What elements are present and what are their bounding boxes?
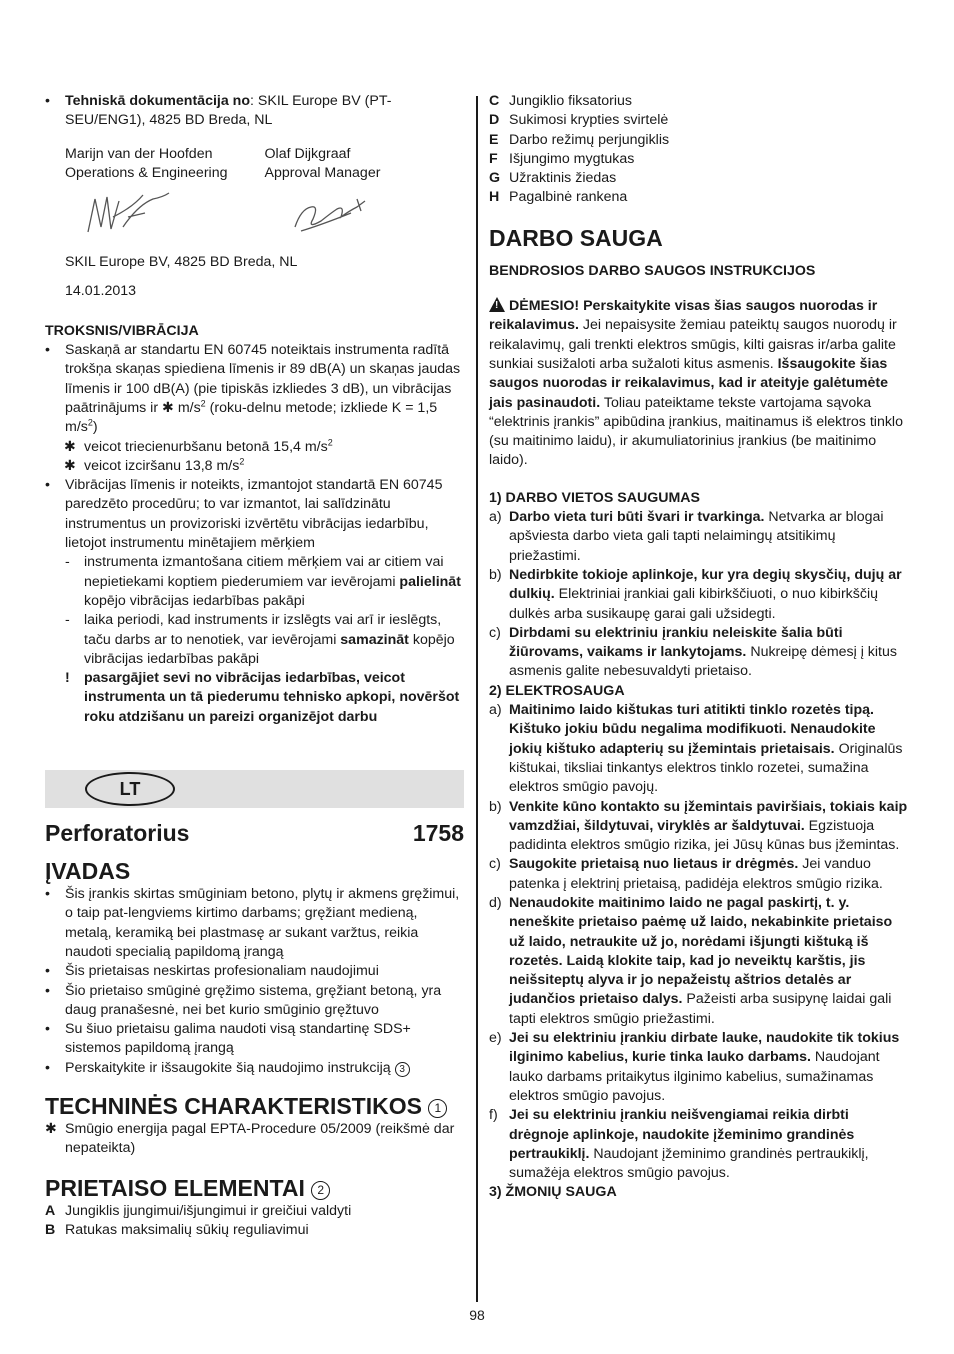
signatures [65,183,464,253]
element-key: H [489,189,500,206]
item-bold: Dirbdami su elektriniu įrankiu neleiskite šalia būti žiūrovams, vaikams ir lankytojams. [509,624,843,661]
item-key: b) [489,798,502,815]
noise-heading: TROKSNIS/VIBRĀCIJA [45,322,199,339]
safety-item [489,894,910,1029]
specs-heading [45,1092,464,1120]
sup-2: 2 [239,456,245,467]
sup-2: 2 [200,398,206,409]
signers [65,145,464,184]
intro-heading: ĮVADAS [45,858,131,885]
noise-item-2: • Vibrācijas līmenis ir noteikts, izmantojot standartā EN 60745 paredzēto procedūru; to var izmantot, lai salīdzinātu instrumentus un provizoriski izvērtētu vibrācijas iedarbību, lietojot instrumentu minētajiem mērķiem [45,476,464,553]
element-item [489,111,910,130]
signer-2 [265,145,465,184]
noise-warning: ! pasargājiet sevi no vibrācijas iedarbības, veicot instrumenta un tā piederumu tehnisko apkopi, novēršot roku atdzišanu un pareizi organizējot darbu [65,670,460,725]
signer-1 [65,145,265,184]
signer-name: Olaf Dijkgraaf [264,145,351,162]
element-key: F [489,150,498,167]
safety-item [489,1106,910,1183]
element-item [45,1221,464,1240]
noise-text: veicot izciršanu 13,8 m/s [84,457,240,474]
language-badge: LT [85,772,175,806]
safety-item [489,508,910,566]
company-address: SKIL Europe BV, 4825 BD Breda, NL [65,254,298,271]
item-bold: Nenaudokite maitinimo laido ne pagal paskirtį, t. y. neneškite prietaiso paėmę už laido, nekabinkite prietaiso už laido, netraukite už jo, norėdami išjungti kištuką iš rozetės. Laidą klokite taip, kad jo neveiktų karštis, jis neišsiteptų alyva ir jo nepažeistų aštrios detalės ar judančios prietaiso dalys. [509,894,893,1008]
sup-2: 2 [87,417,93,428]
page-number: 98 [469,1307,485,1323]
intro-item: • Su šiuo prietaisu galima naudoti visą standartinę SDS+ sistemos papildomą įrangą [45,1020,464,1059]
tech-doc-item [45,92,464,131]
element-item [489,131,910,150]
item-bold: Jei su elektriniu įrankiu dirbate lauke, naudokite tik tokius ilginimo kabelius, kurie tinka lauko darbams. [509,1030,900,1066]
element-value: Jungiklis įjungimui/išjungimui ir greičiui valdyti [65,1202,352,1219]
noise-text: instrumenta izmantošana citiem mērķiem vai ar citiem vai nepietiekami koptiem piederumiem var ievērojami [84,554,444,590]
item-key: a) [489,702,502,719]
item-key: c) [489,624,501,641]
element-value: Ratukas maksimalių sūkių reguliavimui [65,1221,309,1238]
item-text: Pažeisti arba susipynę laidai gali tapti elektros smūgio priežastimi. [509,991,892,1027]
noise-item-1 [45,341,464,437]
intro-item: • Šio prietaiso smūginė gręžimo sistema, gręžiant betoną, yra daug pranašesnė, nei bet kurio smūginio gręžtuvo [45,982,464,1021]
specs-note [45,1120,464,1159]
item-key: b) [489,566,502,583]
intro-text: Perskaitykite ir išsaugokite šią naudojimo instrukciją [65,1059,391,1076]
safety-heading: DARBO SAUGA [489,224,663,251]
element-item [489,92,910,111]
figure-ref: 1 [428,1099,447,1118]
product-name: Perforatorius [45,820,190,847]
figure-ref: 3 [395,1062,410,1077]
noise-text: kopējo vibrācijas iedarbības pakāpi [84,592,305,609]
specs-heading-text: TECHNINĖS CHARAKTERISTIKOS [45,1092,422,1119]
item-key: e) [489,1030,502,1047]
noise-text: Saskaņā ar standartu EN 60745 noteiktais instrumenta radītā trokšņa skaņas spiediena līmenis ir 89 dB(A) un skaņas jaudas līmenis ir 100 dB(A) (pie tipiskās izkliedes 3 dB), un vibrācijas paātrinājums ir ✱ m/s [65,342,461,416]
star-mark: ✱ [45,1120,57,1137]
column-divider [476,96,478,1302]
noise-text: kopējo vibrācijas iedarbības pakāpi [84,631,455,667]
signer-title: Operations & Engineering [65,164,228,181]
element-key: G [489,170,501,187]
item-text: Netvarka ar blogai apšviesta darbo vieta gali tapti nelaimingų atsitikimų priežastimi. [509,509,884,564]
warning-text: Toliau pateiktame tekste vartojama sąvoka “elektrinis įrankis” apibūdina įrankius, maitinamus iš elektros tinklo (su maitinimo laidu), ir akumuliatorinius įrankius (be maitinimo laido). [489,394,903,469]
section-1-heading: 1) DARBO VIETOS SAUGUMAS [489,489,700,506]
star-mark: ✱ [64,457,76,474]
noise-bold: samazināt [340,631,409,648]
star-mark: ✱ [64,438,76,455]
noise-dash-1: - instrumenta izmantošana citiem mērķiem vai ar citiem vai nepietiekami koptiem piederumiem var ievērojami palielināt kopējo vibrācijas iedarbības pakāpi [65,554,461,609]
item-bold: Saugokite prietaisą nuo lietaus ir drėgmės. [509,856,799,873]
warning-paragraph [489,297,910,471]
element-item [489,169,910,188]
element-key: C [489,93,500,109]
date: 14.01.2013 [65,283,137,300]
right-column [489,92,910,1203]
element-key: B [45,1221,56,1238]
element-value: Išjungimo mygtukas [509,150,635,167]
figure-ref: 2 [311,1181,330,1200]
intro-item: • Šis prietaisas neskirtas profesionaliam naudojimui [45,962,464,981]
item-bold: Darbo vieta turi būti švari ir tvarkinga. [509,509,765,526]
noise-text: veicot triecienurbšanu betonā 15,4 m/s [84,438,328,455]
signer-name: Marijn van der Hoofden [65,145,213,162]
element-value: Užraktinis žiedas [509,170,617,187]
item-bold: Maitinimo laido kištukas turi atitikti tinklo rozetės tipą. Kištuko jokiu būdu negalima modifikuoti. Nenaudokite jokių kištuko adapterių su įžemintais prietaisais. [509,702,876,757]
signature-2 [291,191,371,241]
warning-text: Jei nepaisysite žemiau pateiktų saugos nuorodų ir reikalavimų, gali trenkti elektros smūgis, kilti gaisras ir/arba galite sunkiai susižaloti arba sužaloti kitus asmenis. [489,317,897,372]
item-text: Nukreipę dėmesį į kitus asmenis galite nebesuvaldyti prietaiso. [509,644,897,680]
noise-star-1 [45,438,464,457]
noise-text: laika periodi, kad instruments ir izslēgts vai arī ir ieslēgts, taču darbs ar to nenotiek, var ievērojami [84,612,442,648]
tech-doc-label: Tehniskā dokumentācija no [65,93,251,109]
noise-bold: palielināt [399,573,461,590]
elements-heading-text: PRIETAISO ELEMENTAI [45,1174,305,1201]
element-value: Darbo režimų perjungiklis [509,131,670,148]
sup-2: 2 [327,436,333,447]
element-item [489,188,910,207]
element-value: Sukimosi krypties svirtelė [509,112,669,129]
warning-bold: Išsaugokite šias saugos nuorodas ir reikalavimus, kad ir ateityje galėtumėte jais pasinaudoti. [489,355,888,411]
intro-item [45,1059,464,1078]
noise-text: ) [92,419,98,436]
signature-1 [83,187,173,247]
element-key: D [489,112,500,129]
item-bold: Nedirbkite tokioje aplinkoje, kur yra degių skysčių, dujų ar dulkių. [509,566,902,603]
item-key: d) [489,894,502,911]
product-title-row [45,819,464,847]
safety-item [489,566,910,624]
product-code: 1758 [412,820,464,847]
safety-item [489,701,910,797]
element-item [489,150,910,169]
specs-note-text: Smūgio energija pagal EPTA-Procedure 05/2009 (reikšmė dar nepateikta) [65,1120,455,1157]
left-column [45,92,464,1240]
element-item [45,1202,464,1221]
elements-heading [45,1174,464,1202]
general-safety-heading: BENDROSIOS DARBO SAUGOS INSTRUKCIJOS [489,262,816,279]
safety-item [489,855,910,894]
item-key: c) [489,856,501,873]
item-key: a) [489,509,502,526]
safety-item [489,624,910,682]
section-2-heading: 2) ELEKTROSAUGA [489,682,625,699]
item-bold: Venkite kūno kontakto su įžemintais paviršiais, tokiais kaip vamzdžiai, šildytuvai, viryklės ar šaldytuvai. [509,798,908,834]
warning-icon: ! [489,297,505,312]
signer-title: Approval Manager [264,164,381,181]
item-text: Naudojant įžeminimo grandinės pertraukiklį, sumažėja elektros smūgio pavojus. [509,1145,869,1182]
element-key: A [45,1202,56,1219]
safety-item [489,1029,910,1106]
item-text: Jei vanduo patenka į elektrinį prietaisą, padidėja elektros smūgio rizika. [509,856,883,892]
tech-doc-text: : SKIL Europe BV (PT-SEU/ENG1), 4825 BD Breda, NL [65,93,392,129]
section-3-heading: 3) ŽMONIŲ SAUGA [489,1184,617,1201]
noise-star-2 [45,457,464,476]
item-bold: Jei su elektriniu įrankiu neišvengiamai reikia dirbti drėgnoje aplinkoje, naudokite įžeminimo grandinės pertraukiklį. [509,1107,855,1162]
item-text: Originalūs kištukai, tiksliai tinkantys elektros tinklo rozetei, sumažina elektros smūgio pavojų. [509,740,903,796]
element-value: Jungiklio fiksatorius [509,93,633,109]
intro-item: • Šis įrankis skirtas smūginiam betono, plytų ir akmens gręžimui, o taip pat-lengviems kirtimo darbams; gręžiant medieną, metalą, keramiką bei plastmasę ar sukant varžtus, reikia naudoti specialią papildomą įrangą [45,885,464,962]
language-bar [45,770,464,808]
item-text: Naudojant lauko darbams pritaikytus ilginimo kabelius, sumažinamas elektros smūgio pavojus. [509,1049,880,1104]
noise-dash-2: - laika periodi, kad instruments ir izslēgts vai arī ir ieslēgts, taču darbs ar to nenotiek, var ievērojami samazināt kopējo vibrācijas iedarbības pakāpi [65,612,455,667]
warning-bold: DĖMESIO! Perskaitykite visas šias saugos nuorodas ir reikalavimus. [489,298,878,334]
noise-text: (roku-delnu metode; izkliede K = 1,5 m/s [65,399,438,436]
element-value: Pagalbinė rankena [509,189,628,206]
element-key: E [489,131,499,148]
noise-text: pasargājiet sevi no vibrācijas iedarbības, veicot instrumenta un tā piederumu tehnisko apkopi, novēršot roku atdzišanu un pareizi organizējot darbu [84,670,460,725]
safety-item [489,798,910,856]
item-text: Egzistuoja padidinta elektros smūgio rizika, jei Jūsų kūnas bus įžemintas. [509,817,900,854]
item-key: f) [489,1107,498,1124]
item-text: Elektriniai įrankiai gali kibirkščiuoti, o nuo kibirkščių dulkės arba susikaupę garai gali užsidegti. [509,586,879,622]
